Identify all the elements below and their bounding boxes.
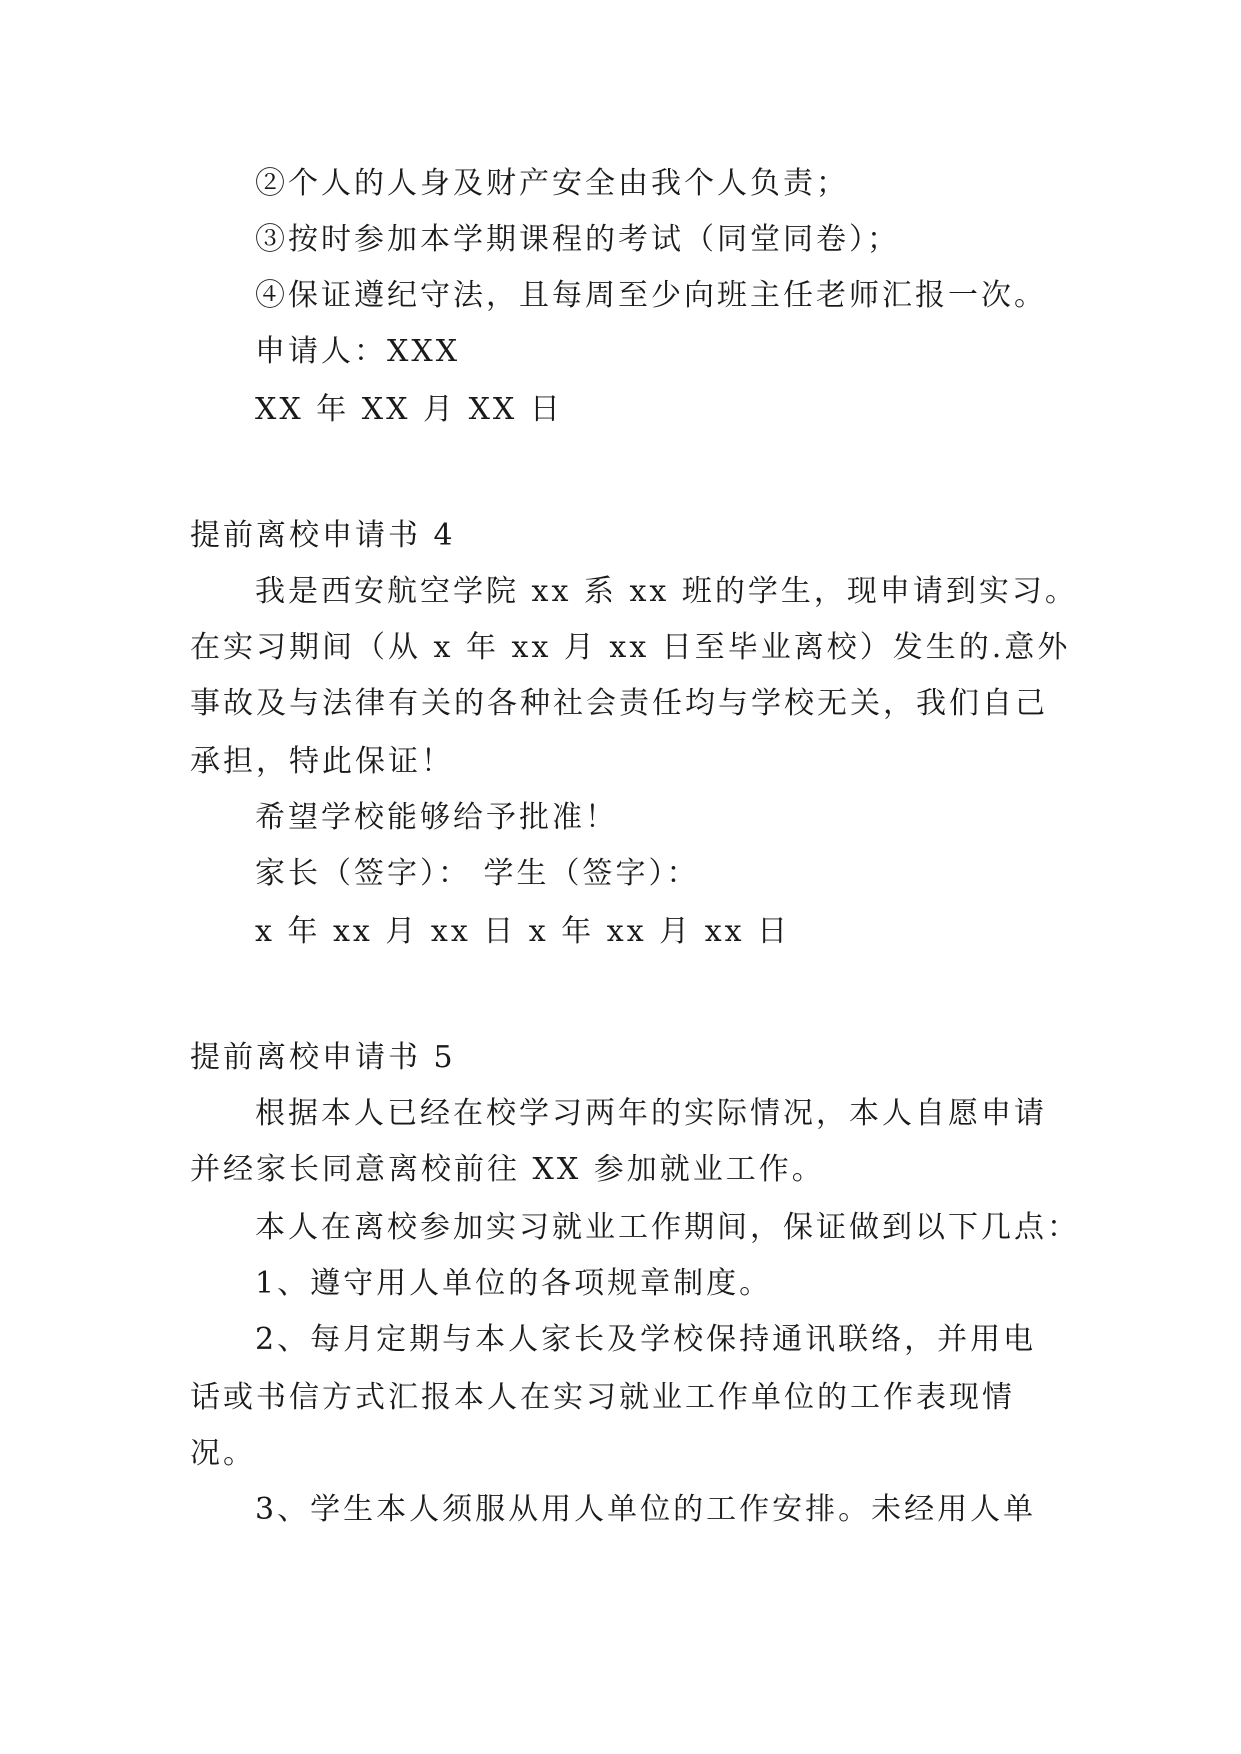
list-item-2-continued: 况。 <box>190 1436 256 1471</box>
paragraph-line: 本人在离校参加实习就业工作期间，保证做到以下几点： <box>255 1210 1080 1245</box>
commitment-item-3: ③按时参加本学期课程的考试（同堂同卷）； <box>255 222 900 257</box>
approval-request: 希望学校能够给予批准！ <box>255 800 618 835</box>
commitment-item-4: ④保证遵纪守法，且每周至少向班主任老师汇报一次。 <box>255 278 1047 313</box>
paragraph-line: 并经家长同意离校前往 XX 参加就业工作。 <box>190 1152 825 1187</box>
list-item-2: 2、每月定期与本人家长及学校保持通讯联络，并用电 <box>255 1322 1037 1357</box>
section-title-5: 提前离校申请书 5 <box>190 1040 456 1075</box>
paragraph-line: 事故及与法律有关的各种社会责任均与学校无关，我们自己 <box>190 686 1048 721</box>
paragraph-line: 我是西安航空学院 xx 系 xx 班的学生，现申请到实习。 <box>255 574 1078 609</box>
signature-line: 家长（签字）： 学生（签字）： <box>255 856 700 891</box>
signature-date-line: x 年 xx 月 xx 日 x 年 xx 月 xx 日 <box>255 914 791 949</box>
applicant-line: 申请人：XXX <box>255 334 461 369</box>
list-item-2-continued: 话或书信方式汇报本人在实习就业工作单位的工作表现情 <box>190 1380 1015 1415</box>
paragraph-line: 承担，特此保证！ <box>190 744 454 779</box>
list-item-1: 1、遵守用人单位的各项规章制度。 <box>255 1266 773 1301</box>
list-item-3: 3、学生本人须服从用人单位的工作安排。未经用人单 <box>255 1492 1037 1527</box>
section-title-4: 提前离校申请书 4 <box>190 518 456 553</box>
paragraph-line: 在实习期间（从 x 年 xx 月 xx 日至毕业离校）发生的.意外 <box>190 630 1071 665</box>
paragraph-line: 根据本人已经在校学习两年的实际情况，本人自愿申请 <box>255 1096 1047 1131</box>
commitment-item-2: ②个人的人身及财产安全由我个人负责； <box>255 166 849 201</box>
date-line: XX 年 XX 月 XX 日 <box>255 392 563 427</box>
